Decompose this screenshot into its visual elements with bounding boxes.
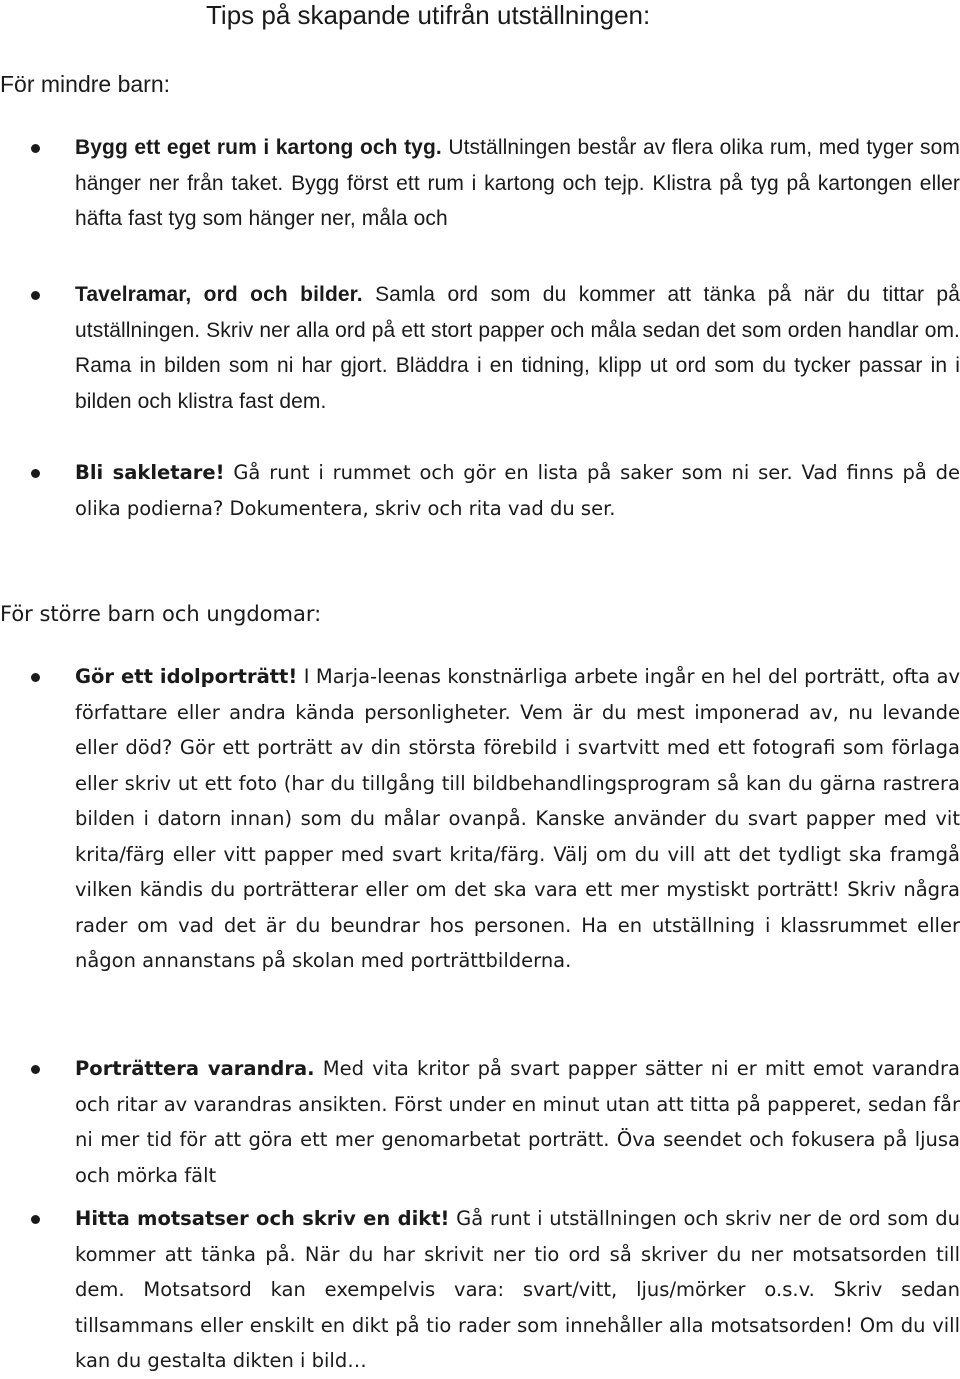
list-item-lead: Gör ett idolporträtt! [75,665,298,688]
list-item-lead: Porträttera varandra. [75,1057,315,1080]
list-item-text [75,277,960,419]
list-item-body: Gå runt i utställningen och skriv ner de ord som du kommer att tänka på. När du har skrivit ner tio ord så skriver du ner motsatsorden till dem. Motsatsord kan exempelvis vara: svart/vitt, ljus/mörker o.s.v. Skriv sedan tillsammans eller enskilt en dikt på tio rader som innehåller alla motsatsorden! Om du vill kan du gestalta dikten i bild… [75,1207,960,1372]
list-item-lead: Bli sakletare! [75,461,225,484]
bullet-icon [31,673,40,682]
bullet-icon [31,1215,40,1224]
section-heading-older-children: För större barn och ungdomar: [0,602,322,626]
list-item-body: Gå runt i rummet och gör en lista på saker som ni ser. Vad finns på de olika podierna? Dokumentera, skriv och rita vad du ser. [75,461,960,520]
bullet-icon [31,291,40,300]
list-item-text [75,1201,960,1379]
bullet-icon [31,144,40,153]
list-item-body: Med vita kritor på svart papper sätter ni er mitt emot varandra och ritar av varandras ansikten. Först under en minut utan att titta på papperet, sedan får ni mer tid för att göra ett mer genomarbetat porträtt. Öva seendet och fokusera på ljusa och mörka fält [75,1057,960,1187]
bullet-icon [31,1065,40,1074]
list-item-lead: Tavelramar, ord och bilder. [75,283,363,306]
list-item-lead: Bygg ett eget rum i kartong och tyg. [75,136,442,159]
list-item-text [75,1051,960,1193]
list-item-body: Samla ord som du kommer att tänka på när du tittar på utställningen. Skriv ner alla ord på ett stort papper och måla sedan det som orden handlar om. Rama in bilden som ni har gjort. Bläddra i en tidning, klipp ut ord som du tycker passar in i bilden och klistra fast dem. [75,283,960,413]
bullet-icon [31,469,40,478]
list-item-lead: Hitta motsatser och skriv en dikt! [75,1207,450,1230]
list-item-body: I Marja-leenas konstnärliga arbete ingår en hel del porträtt, ofta av författare eller andra kända personligheter. Vem är du mest imponerad av, nu levande eller död? Gör ett porträtt av din största förebild i svartvitt med ett fotografi som förlaga eller skriv ut ett foto (har du tillgång till bildbehandlingsprogram så kan du gärna rastrera bilden i datorn innan) som du målar ovanpå. Kanske använder du svart papper med vit krita/färg eller vitt papper med svart krita/färg. Välj om du vill att det tydligt ska framgå vilken kändis du porträtterar eller om det ska vara ett mer mystiskt porträtt! Skriv några rader om vad det är du beundrar hos personen. Ha en utställning i klassrummet eller någon annanstans på skolan med porträttbilderna. [75,665,960,972]
list-item-text [75,659,960,979]
list-item-text [75,130,960,237]
section-heading-younger-children: För mindre barn: [0,71,171,97]
document-title: Tips på skapande utifrån utställningen: [206,0,651,30]
list-item-text [75,455,960,526]
list-item-body: Utställningen består av flera olika rum, med tyger som hänger ner från taket. Bygg först ett rum i kartong och tejp. Klistra på tyg på kartongen eller häfta fast tyg som hänger ner, måla och [75,136,960,230]
